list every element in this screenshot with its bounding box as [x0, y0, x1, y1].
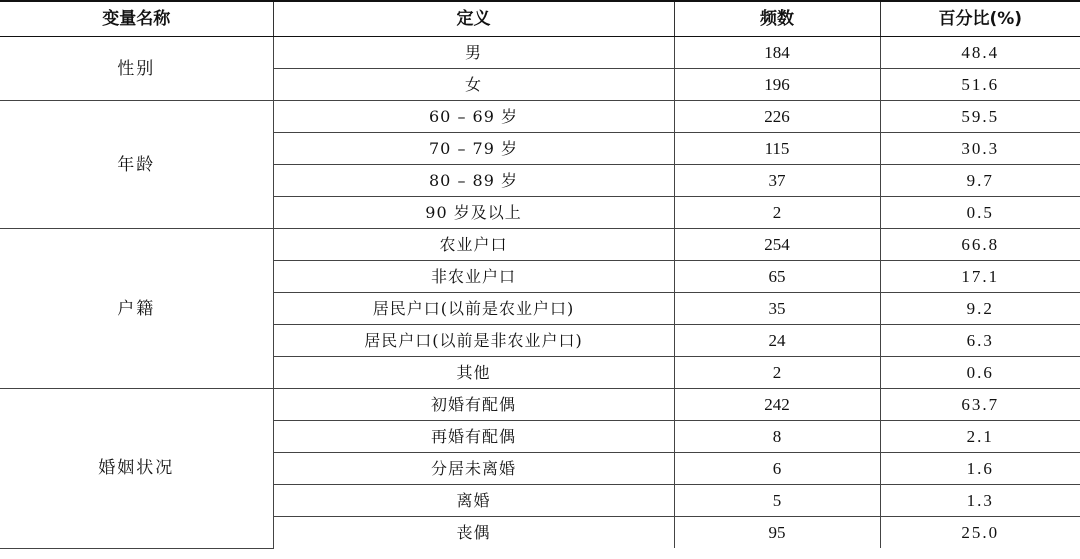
- frequency-cell: 37: [674, 165, 880, 197]
- definition-cell: 居民户口(以前是农业户口): [273, 293, 674, 325]
- percent-cell: 63.7: [880, 389, 1080, 421]
- group-label-age: 年龄: [0, 101, 273, 229]
- definition-cell: 居民户口(以前是非农业户口): [273, 325, 674, 357]
- percent-cell: 48.4: [880, 37, 1080, 69]
- table-row: [0, 101, 1080, 133]
- definition-cell: 非农业户口: [273, 261, 674, 293]
- frequency-cell: 2: [674, 357, 880, 389]
- header-definition: 定义: [273, 1, 674, 37]
- group-label-gender: 性别: [0, 37, 273, 101]
- header-variable-name: 变量名称: [0, 1, 273, 37]
- definition-cell: 农业户口: [273, 229, 674, 261]
- definition-cell: 分居未离婚: [273, 453, 674, 485]
- frequency-cell: 95: [674, 517, 880, 549]
- frequency-cell: 35: [674, 293, 880, 325]
- frequency-cell: 115: [674, 133, 880, 165]
- definition-cell: 再婚有配偶: [273, 421, 674, 453]
- frequency-cell: 196: [674, 69, 880, 101]
- definition-cell: 离婚: [273, 485, 674, 517]
- definition-cell: 70 – 79 岁: [273, 133, 674, 165]
- percent-cell: 25.0: [880, 517, 1080, 549]
- percent-cell: 6.3: [880, 325, 1080, 357]
- frequency-cell: 254: [674, 229, 880, 261]
- percent-cell: 0.5: [880, 197, 1080, 229]
- table-body: [0, 37, 1080, 549]
- table-row: [0, 37, 1080, 69]
- percent-cell: 66.8: [880, 229, 1080, 261]
- definition-cell: 初婚有配偶: [273, 389, 674, 421]
- percent-cell: 1.3: [880, 485, 1080, 517]
- header-frequency: 频数: [674, 1, 880, 37]
- percent-cell: 0.6: [880, 357, 1080, 389]
- percent-cell: 1.6: [880, 453, 1080, 485]
- definition-cell: 60 – 69 岁: [273, 101, 674, 133]
- definition-cell: 其他: [273, 357, 674, 389]
- percent-cell: 2.1: [880, 421, 1080, 453]
- percent-cell: 9.7: [880, 165, 1080, 197]
- table-row: [0, 389, 1080, 421]
- percent-cell: 51.6: [880, 69, 1080, 101]
- table-header: [0, 1, 1080, 37]
- header-percent: 百分比(%): [880, 1, 1080, 37]
- frequency-cell: 5: [674, 485, 880, 517]
- frequency-cell: 65: [674, 261, 880, 293]
- percent-cell: 30.3: [880, 133, 1080, 165]
- frequency-cell: 24: [674, 325, 880, 357]
- frequency-cell: 184: [674, 37, 880, 69]
- header-row: [0, 1, 1080, 37]
- frequency-cell: 8: [674, 421, 880, 453]
- definition-cell: 女: [273, 69, 674, 101]
- percent-cell: 9.2: [880, 293, 1080, 325]
- frequency-cell: 226: [674, 101, 880, 133]
- definition-cell: 男: [273, 37, 674, 69]
- definition-cell: 80 – 89 岁: [273, 165, 674, 197]
- frequency-cell: 242: [674, 389, 880, 421]
- percent-cell: 17.1: [880, 261, 1080, 293]
- group-label-household-registration: 户籍: [0, 229, 273, 389]
- definition-cell: 90 岁及以上: [273, 197, 674, 229]
- frequency-cell: 2: [674, 197, 880, 229]
- percent-cell: 59.5: [880, 101, 1080, 133]
- definition-cell: 丧偶: [273, 517, 674, 549]
- frequency-cell: 6: [674, 453, 880, 485]
- table-row: [0, 229, 1080, 261]
- group-label-marital-status: 婚姻状况: [0, 389, 273, 549]
